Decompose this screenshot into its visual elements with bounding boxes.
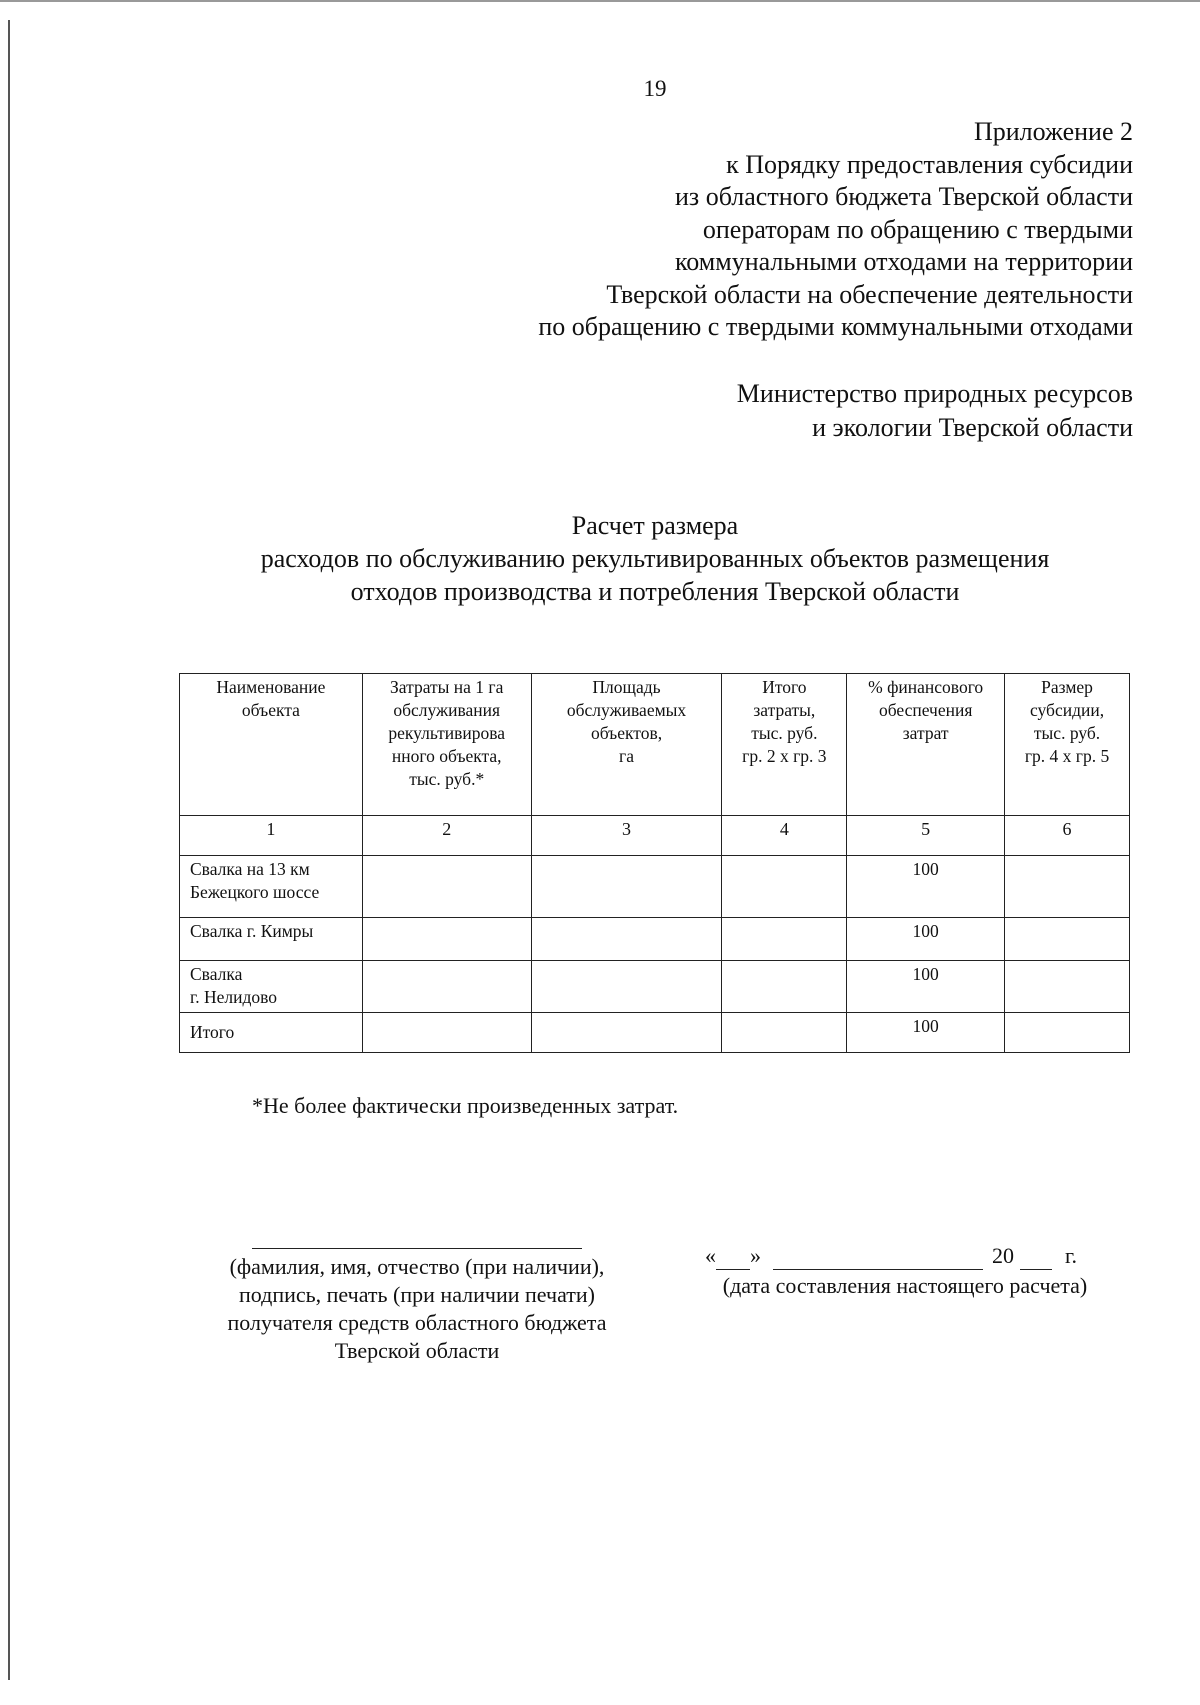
signature-caption: подпись, печать (при наличии печати) <box>238 1282 595 1307</box>
object-name-cell <box>180 1013 363 1053</box>
header-text: субсидии, <box>1029 700 1105 720</box>
object-name: Свалка <box>190 964 243 984</box>
table-row <box>180 961 1130 1013</box>
header-text: обслуживания <box>393 700 501 720</box>
object-name: Свалка г. Кимры <box>190 921 314 941</box>
ministry-line: Министерство природных ресурсов <box>736 379 1133 408</box>
object-name-cell <box>180 918 363 961</box>
header-cell <box>847 674 1005 816</box>
document-title <box>0 509 1200 608</box>
date-fields <box>690 1242 1120 1270</box>
area-cell <box>531 918 722 961</box>
page-number: 19 <box>643 76 667 101</box>
cost-cell <box>362 1013 531 1053</box>
subsidy-cell <box>1005 918 1130 961</box>
header-text: тыс. руб. <box>1033 723 1101 743</box>
area-cell <box>531 1013 722 1053</box>
table-header-row <box>180 674 1130 816</box>
area-cell <box>531 961 722 1013</box>
column-number: 4 <box>722 816 847 856</box>
appendix-line: операторам по обращению с твердыми <box>702 214 1133 244</box>
header-text: Площадь <box>592 677 661 697</box>
scan-edge-top <box>0 0 1200 2</box>
header-cell <box>531 674 722 816</box>
date-close-quote: » <box>750 1243 761 1268</box>
header-text: затрат <box>902 723 949 743</box>
header-text: рекультивирова <box>388 723 506 743</box>
table-row <box>180 918 1130 961</box>
object-name: Итого <box>190 1022 235 1042</box>
cost-cell <box>362 918 531 961</box>
percent-cell: 100 <box>847 1013 1005 1053</box>
title-line: расходов по обслуживанию рекультивированных объектов размещения <box>260 544 1050 573</box>
object-name-cell <box>180 961 363 1013</box>
column-number: 6 <box>1005 816 1130 856</box>
year-prefix: 20 <box>992 1243 1014 1268</box>
date-block <box>690 1242 1120 1300</box>
header-text: Затраты на 1 га <box>390 677 504 697</box>
subsidy-cell <box>1005 961 1130 1013</box>
appendix-line: Приложение 2 <box>973 117 1133 146</box>
title-line: Расчет размера <box>571 511 739 540</box>
appendix-line: коммунальными отходами на территории <box>674 247 1133 276</box>
header-text: гр. 2 х гр. 3 <box>742 746 827 766</box>
header-text: % финансового <box>868 677 984 697</box>
date-open-quote: « <box>705 1243 716 1268</box>
header-text: гр. 4 х гр. 5 <box>1024 746 1110 766</box>
total-cell <box>722 1013 847 1053</box>
header-text: тыс. руб. <box>751 723 818 743</box>
header-text: Наименование <box>216 677 326 697</box>
column-number-row <box>180 816 1130 856</box>
subsidy-cell <box>1005 856 1130 918</box>
signature-caption: (фамилия, имя, отчество (при наличии), <box>229 1254 605 1279</box>
object-name: Свалка на 13 км <box>190 859 310 879</box>
header-text: затраты, <box>753 700 816 720</box>
header-cell <box>722 674 847 816</box>
date-caption: (дата составления настоящего расчета) <box>722 1273 1088 1298</box>
day-blank[interactable] <box>716 1249 750 1270</box>
total-cell <box>722 918 847 961</box>
percent-cell: 100 <box>847 961 1005 1013</box>
header-text: обслуживаемых <box>566 700 687 720</box>
total-cell <box>722 961 847 1013</box>
table-row <box>180 1013 1130 1053</box>
object-name: Бежецкого шоссе <box>190 882 320 902</box>
header-cell <box>362 674 531 816</box>
header-cell <box>1005 674 1130 816</box>
signature-line[interactable] <box>252 1248 582 1249</box>
cost-cell <box>362 961 531 1013</box>
title-line: отходов производства и потребления Тверской области <box>350 577 960 606</box>
percent-cell: 100 <box>847 918 1005 961</box>
footnote: *Не более фактически произведенных затрат. <box>252 1093 679 1118</box>
appendix-line: по обращению с твердыми коммунальными отходами <box>538 312 1133 341</box>
header-text: объектов, <box>590 723 663 743</box>
header-text: объекта <box>241 700 300 720</box>
header-text: Размер <box>1041 677 1093 697</box>
month-blank[interactable] <box>773 1249 983 1270</box>
object-name-cell <box>180 856 363 918</box>
appendix-line: к Порядку предоставления субсидии <box>726 149 1133 179</box>
appendix-line: Тверской области на обеспечение деятельности <box>606 279 1133 309</box>
signature-caption: Тверской области <box>334 1338 500 1363</box>
area-cell <box>531 856 722 918</box>
year-blank[interactable] <box>1020 1249 1052 1270</box>
column-number: 2 <box>362 816 531 856</box>
total-cell <box>722 856 847 918</box>
appendix-header <box>538 116 1133 344</box>
header-text: тыс. руб.* <box>409 769 485 789</box>
ministry-addressee <box>737 377 1133 445</box>
header-text: обеспечения <box>878 700 973 720</box>
percent-cell: 100 <box>847 856 1005 918</box>
subsidy-cell <box>1005 1013 1130 1053</box>
appendix-line: из областного бюджета Тверской области <box>675 182 1133 211</box>
column-number: 3 <box>531 816 722 856</box>
column-number: 1 <box>180 816 363 856</box>
header-text: Итого <box>762 677 807 697</box>
signature-block <box>202 1248 632 1365</box>
column-number: 5 <box>847 816 1005 856</box>
year-suffix: г. <box>1065 1243 1078 1268</box>
object-name: г. Нелидово <box>190 987 278 1007</box>
table-row <box>180 856 1130 918</box>
cost-cell <box>362 856 531 918</box>
header-cell <box>180 674 363 816</box>
header-text: нного объекта, <box>391 746 502 766</box>
scan-edge-left <box>8 20 10 1680</box>
header-text: га <box>619 746 634 766</box>
signature-caption: получателя средств областного бюджета <box>227 1310 607 1335</box>
calculation-table <box>179 673 1130 1053</box>
ministry-line: и экологии Тверской области <box>812 413 1133 442</box>
